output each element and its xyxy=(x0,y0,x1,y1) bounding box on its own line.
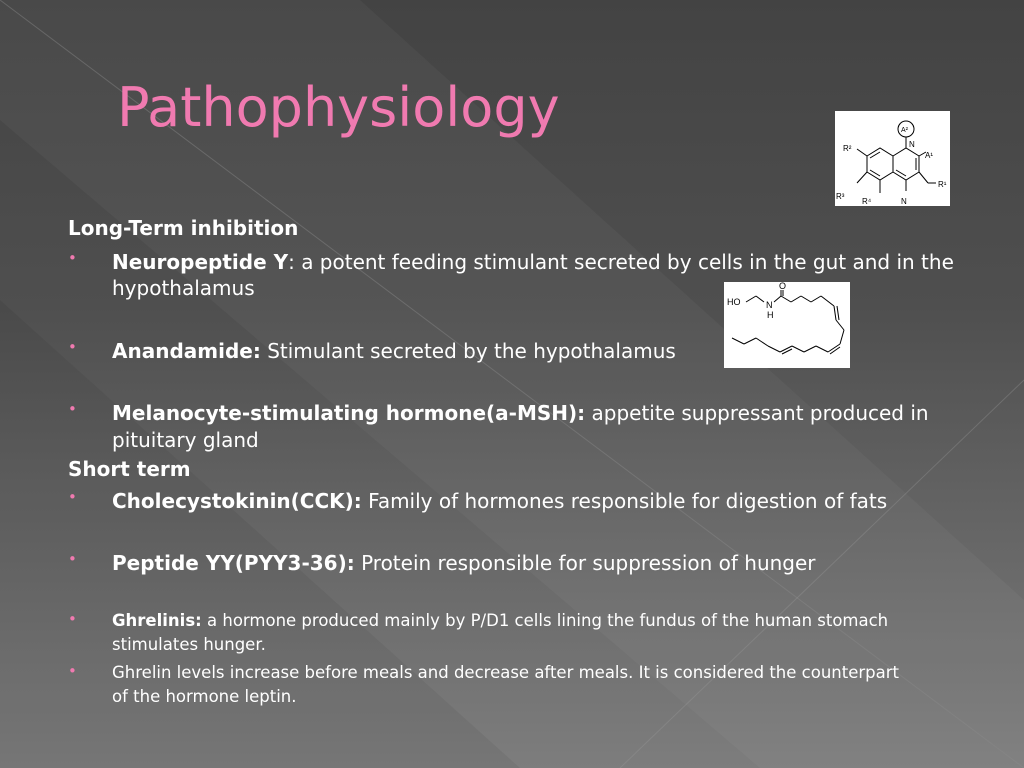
list-item-cck xyxy=(68,488,972,514)
label-r2: R² xyxy=(843,144,852,153)
label-a2: A² xyxy=(901,127,908,134)
term-pyy: Peptide YY(PYY3-36): xyxy=(112,551,355,576)
bullet-icon: • xyxy=(68,550,77,569)
desc-a-msh: appetite suppressant produced in pituitary gland xyxy=(112,401,929,452)
list-item-ghrelin xyxy=(68,609,912,657)
desc-pyy: Protein responsible for suppression of hunger xyxy=(354,551,816,576)
label-n-top: N xyxy=(909,140,915,149)
term-anandamide: Anandamide: xyxy=(112,338,261,363)
slide-body xyxy=(68,216,968,708)
label-r3: R³ xyxy=(836,192,845,201)
slide-title: Pathophysiology xyxy=(117,76,560,139)
label-r1: R¹ xyxy=(938,180,947,189)
bullet-icon: • xyxy=(68,609,77,628)
desc-neuropeptide-y: : a potent feeding stimulant secreted by cells in the gut and in the hypothalamus xyxy=(112,250,954,301)
quinoline-structure-image xyxy=(835,111,950,206)
label-ho: HO xyxy=(727,297,741,307)
bullet-icon: • xyxy=(68,487,77,506)
list-item-ghrelin-levels xyxy=(68,661,912,709)
desc-ghrelin: a hormone produced mainly by P/D1 cells lining the fundus of the human stomach stimulates hunger. xyxy=(112,610,889,654)
bullet-icon: • xyxy=(68,249,77,267)
section-heading-short-term: Short term xyxy=(68,456,191,481)
desc-anandamide: Stimulant secreted by the hypothalamus xyxy=(260,338,676,363)
list-item-anandamide xyxy=(68,338,752,364)
term-ghrelin: Ghrelinis: xyxy=(112,610,202,630)
section-heading-long-term: Long-Term inhibition xyxy=(68,216,299,240)
desc-cck: Family of hormones responsible for digestion of fats xyxy=(361,488,888,513)
label-n: N xyxy=(766,300,773,310)
term-a-msh: Melanocyte-stimulating hormone(a-MSH): xyxy=(112,401,586,426)
term-neuropeptide-y: Neuropeptide Y xyxy=(112,250,289,274)
label-o: O xyxy=(779,282,787,291)
bullet-icon: • xyxy=(68,337,77,356)
term-cck: Cholecystokinin(CCK): xyxy=(112,488,362,513)
list-item-pyy xyxy=(68,550,972,576)
bullet-icon: • xyxy=(68,400,77,419)
list-item-a-msh xyxy=(68,400,972,453)
label-a1: A¹ xyxy=(925,151,933,160)
bullet-icon: • xyxy=(68,661,77,680)
label-h: H xyxy=(767,310,774,320)
label-n-bottom: N xyxy=(901,197,907,206)
list-item-neuropeptide-y xyxy=(68,249,962,302)
desc-ghrelin-levels: Ghrelin levels increase before meals and decrease after meals. It is considered the counterpart of the hormone leptin. xyxy=(112,662,899,706)
label-r4: R⁴ xyxy=(862,197,872,206)
